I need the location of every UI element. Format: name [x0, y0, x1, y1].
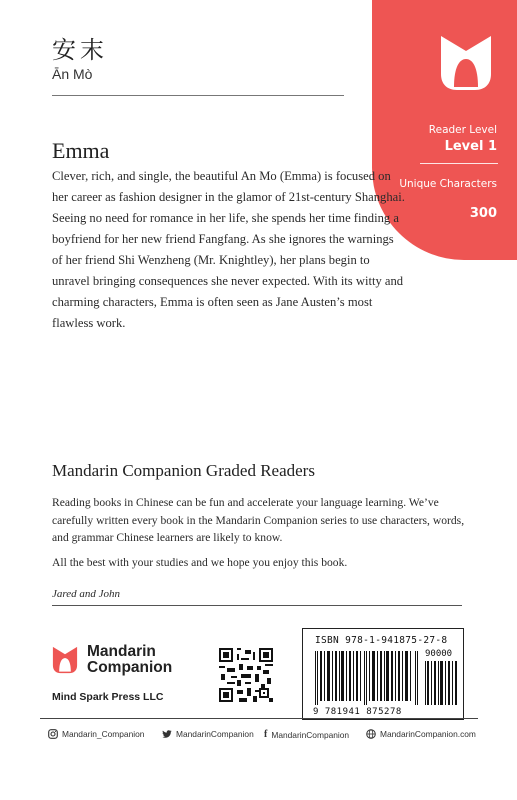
ean-number: 9 781941 875278	[313, 707, 402, 717]
unique-characters-value: 300	[469, 206, 497, 221]
instagram-link[interactable]	[48, 729, 144, 739]
closing-wish: All the best with your studies and we hope you enjoy this book.	[52, 556, 348, 569]
isbn-number: ISBN 978-1-941875-27-8	[315, 635, 448, 646]
facebook-icon: f	[264, 729, 268, 740]
website-url: MandarinCompanion.com	[380, 729, 476, 739]
facebook-link[interactable]	[264, 729, 349, 740]
instagram-handle: Mandarin_Companion	[62, 729, 145, 739]
ean-barcode-icon	[313, 651, 421, 705]
unique-characters-label: Unique Characters	[399, 178, 497, 190]
book-synopsis: Clever, rich, and single, the beautiful An Mo (Emma) is focused on her career as fashion designer in the glamor of 21st-century Shanghai. Seeing no need for romance in her life, she spends her time finding a boyfriend for her new friend Fangfang. As she ignores the warnings of her friend Shi Wenzheng (Mr. Knightley), her plans begin to unravel bringing consequences she never expected. With its witty and charming characters, Emma is often seen as Jane Austen’s most flawless work.	[52, 169, 405, 330]
twitter-link[interactable]	[162, 729, 254, 739]
panel-divider	[420, 163, 498, 164]
book-title: Emma	[52, 138, 110, 163]
brand-name-line2: Companion	[87, 659, 173, 676]
addon-barcode-icon	[425, 661, 459, 705]
social-divider	[40, 718, 478, 719]
qr-code-icon	[219, 648, 273, 702]
barcode-panel	[302, 628, 464, 720]
facebook-handle: MandarinCompanion	[271, 729, 350, 740]
mandarin-companion-logo-icon	[435, 32, 497, 94]
addon-number: 90000	[425, 649, 453, 659]
brand-logo-icon	[50, 644, 80, 676]
twitter-handle: MandarinCompanion	[176, 729, 254, 739]
header-divider	[52, 95, 344, 96]
series-description: Reading books in Chinese can be fun and accelerate your language learning. We’ve carefully written every book in the Mandarin Companion series to use characters, words, and grammar Chinese learners are likely to know.	[52, 496, 465, 544]
website-link[interactable]	[366, 729, 476, 739]
signature: Jared and John	[52, 588, 121, 600]
social-links	[48, 729, 488, 743]
brand-name	[87, 644, 172, 676]
series-title: Mandarin Companion Graded Readers	[52, 461, 315, 480]
brand-name-line1: Mandarin	[87, 643, 156, 660]
publisher-name: Mind Spark Press LLC	[52, 691, 164, 703]
twitter-icon	[162, 729, 172, 739]
instagram-icon	[48, 729, 58, 739]
footer-divider	[52, 605, 462, 606]
chinese-title: 安末	[52, 36, 108, 64]
pinyin-title: Ān Mò	[52, 66, 93, 82]
reader-level-label: Reader Level	[428, 124, 497, 136]
globe-icon	[366, 729, 376, 739]
reader-level-value: Level 1	[444, 139, 497, 154]
